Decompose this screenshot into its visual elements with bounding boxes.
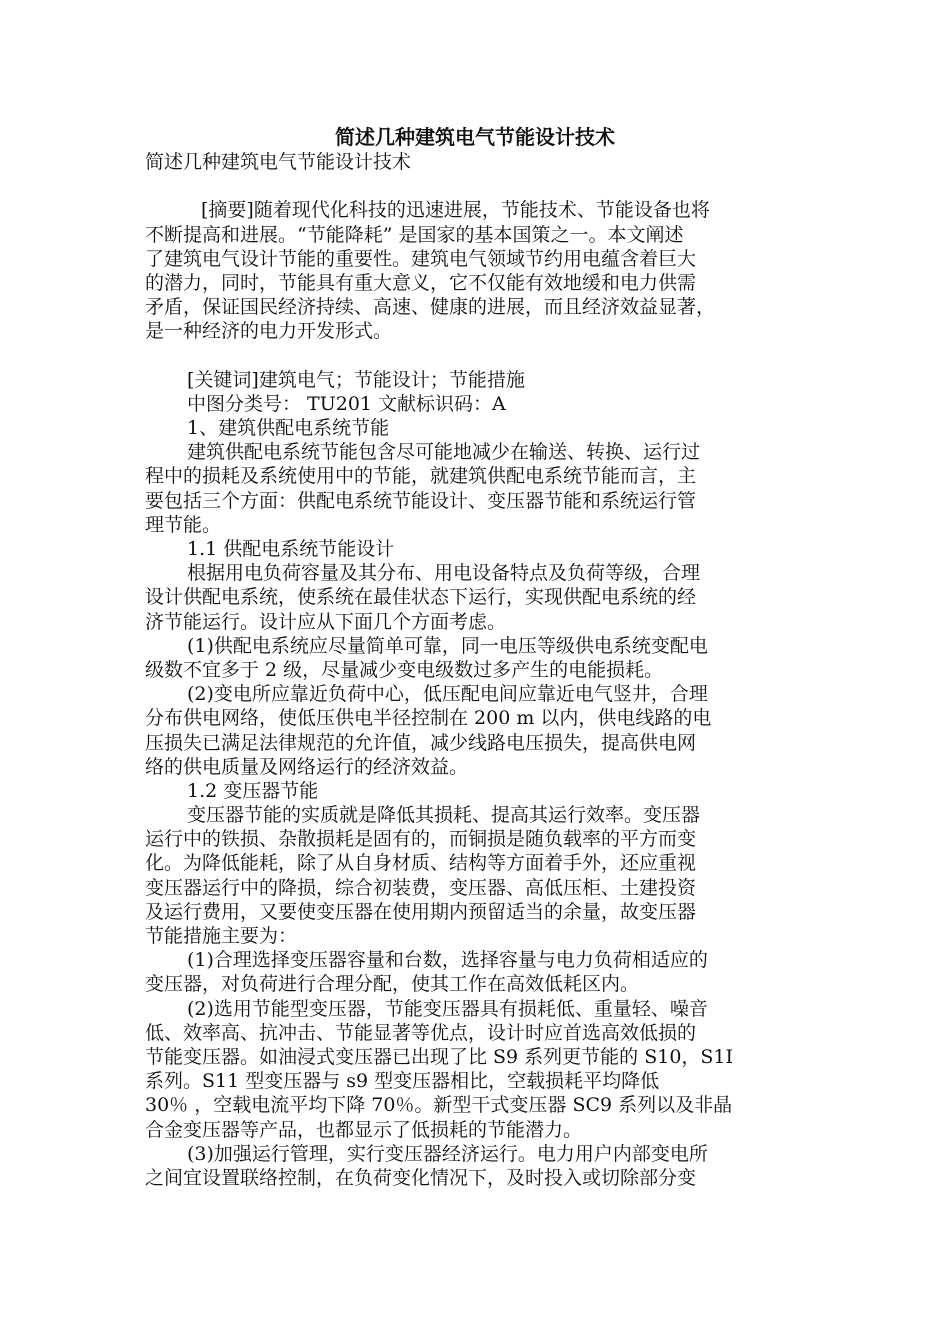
text-line: (3)加强运行管理，实行变压器经济运行。电力用户内部变电所 <box>187 1142 708 1165</box>
text-line: 系列。S11 型变压器与 s9 型变压器相比，空载损耗平均降低 <box>145 1070 660 1093</box>
text-line: 及运行费用，又要使变压器在使用期内预留适当的余量，故变压器 <box>145 900 697 923</box>
text-line: 之间宜设置联络控制，在负荷变化情况下，及时投入或切除部分变 <box>145 1166 697 1189</box>
text-line: 矛盾，保证国民经济持续、高速、健康的进展，而且经济效益显著， <box>145 296 716 319</box>
text-line: 设计供配电系统，使系统在最佳状态下运行，实现供配电系统的经 <box>145 586 697 609</box>
text-line: 是一种经济的电力开发形式。 <box>145 320 393 343</box>
text-line: 理节能。 <box>145 513 222 536</box>
text-line: 济节能运行。设计应从下面几个方面考虑。 <box>145 610 507 633</box>
text-line: 建筑供配电系统节能包含尽可能地减少在输送、转换、运行过 <box>187 441 701 464</box>
text-line: [摘要]随着现代化科技的迅速进展，节能技术、节能设备也将 <box>201 199 710 222</box>
text-line: 压损失已满足法律规范的允许值，减少线路电压损失，提高供电网 <box>145 731 697 754</box>
text-line: 程中的损耗及系统使用中的节能，就建筑供配电系统节能而言，主 <box>145 465 697 488</box>
text-line: 30％ ，空载电流平均下降 70％。新型干式变压器 SC9 系列以及非晶 <box>145 1094 733 1117</box>
document-title: 简述几种建筑电气节能设计技术 <box>335 125 615 149</box>
text-line: 节能变压器。如油浸式变压器已出现了比 S9 系列更节能的 S10，S1I <box>145 1045 734 1068</box>
text-line: [关键词]建筑电气；节能设计；节能措施 <box>187 368 525 391</box>
blank-line <box>145 174 805 198</box>
text-line: 1.1 供配电系统节能设计 <box>187 538 395 560</box>
text-line: 不断提高和进展。“节能降耗” 是国家的基本国策之一。本文阐述 <box>145 223 684 246</box>
text-line: 级数不宜多于 2 级，尽量减少变电级数过多产生的电能损耗。 <box>145 658 664 681</box>
text-line: 根据用电负荷容量及其分布、用电设备特点及负荷等级，合理 <box>187 562 701 585</box>
text-line: (2)变电所应靠近负荷中心，低压配电间应靠近电气竖井，合理 <box>187 683 708 706</box>
text-line: (1)供配电系统应尽量简单可靠，同一电压等级供电系统变配电 <box>187 634 708 657</box>
text-line: 的潜力，同时，节能具有重大意义，它不仅能有效地缓和电力供需 <box>145 271 697 294</box>
text-line: 变压器，对负荷进行合理分配，使其工作在高效低耗区内。 <box>145 973 640 996</box>
blank-line <box>145 344 805 368</box>
text-line: 运行中的铁损、杂散损耗是固有的，而铜损是随负载率的平方而变 <box>145 828 697 851</box>
text-line: 络的供电质量及网络运行的经济效益。 <box>145 755 469 778</box>
text-line: 低、效率高、抗冲击、节能显著等优点，设计时应首选高效低损的 <box>145 1021 697 1044</box>
text-line: 简述几种建筑电气节能设计技术 <box>145 151 412 173</box>
text-line: 化。为降低能耗，除了从自身材质、结构等方面着手外，还应重视 <box>145 852 697 875</box>
text-line: 要包括三个方面：供配电系统节能设计、变压器节能和系统运行管 <box>145 489 697 512</box>
text-line: 中图分类号： TU201 文献标识码：A <box>187 392 506 415</box>
text-line: (1)合理选择变压器容量和台数，选择容量与电力负荷相适应的 <box>187 949 708 972</box>
text-line: 合金变压器等产品，也都显示了低损耗的节能潜力。 <box>145 1118 583 1141</box>
document-body <box>145 150 805 1190</box>
text-line: 变压器运行中的降损，综合初装费，变压器、高低压柜、土建投资 <box>145 876 697 899</box>
text-line: 1、建筑供配电系统节能 <box>187 417 390 440</box>
text-line: (2)选用节能型变压器，节能变压器具有损耗低、重量轻、噪音 <box>187 997 708 1020</box>
text-line: 了建筑电气设计节能的重要性。建筑电气领域节约用电蕴含着巨大 <box>145 247 697 270</box>
text-line: 分布供电网络，使低压供电半径控制在 200 m 以内，供电线路的电 <box>145 707 712 730</box>
text-line: 1.2 变压器节能 <box>187 779 319 802</box>
text-line: 变压器节能的实质就是降低其损耗、提高其运行效率。变压器 <box>187 804 701 827</box>
text-line: 节能措施主要为： <box>145 925 298 947</box>
